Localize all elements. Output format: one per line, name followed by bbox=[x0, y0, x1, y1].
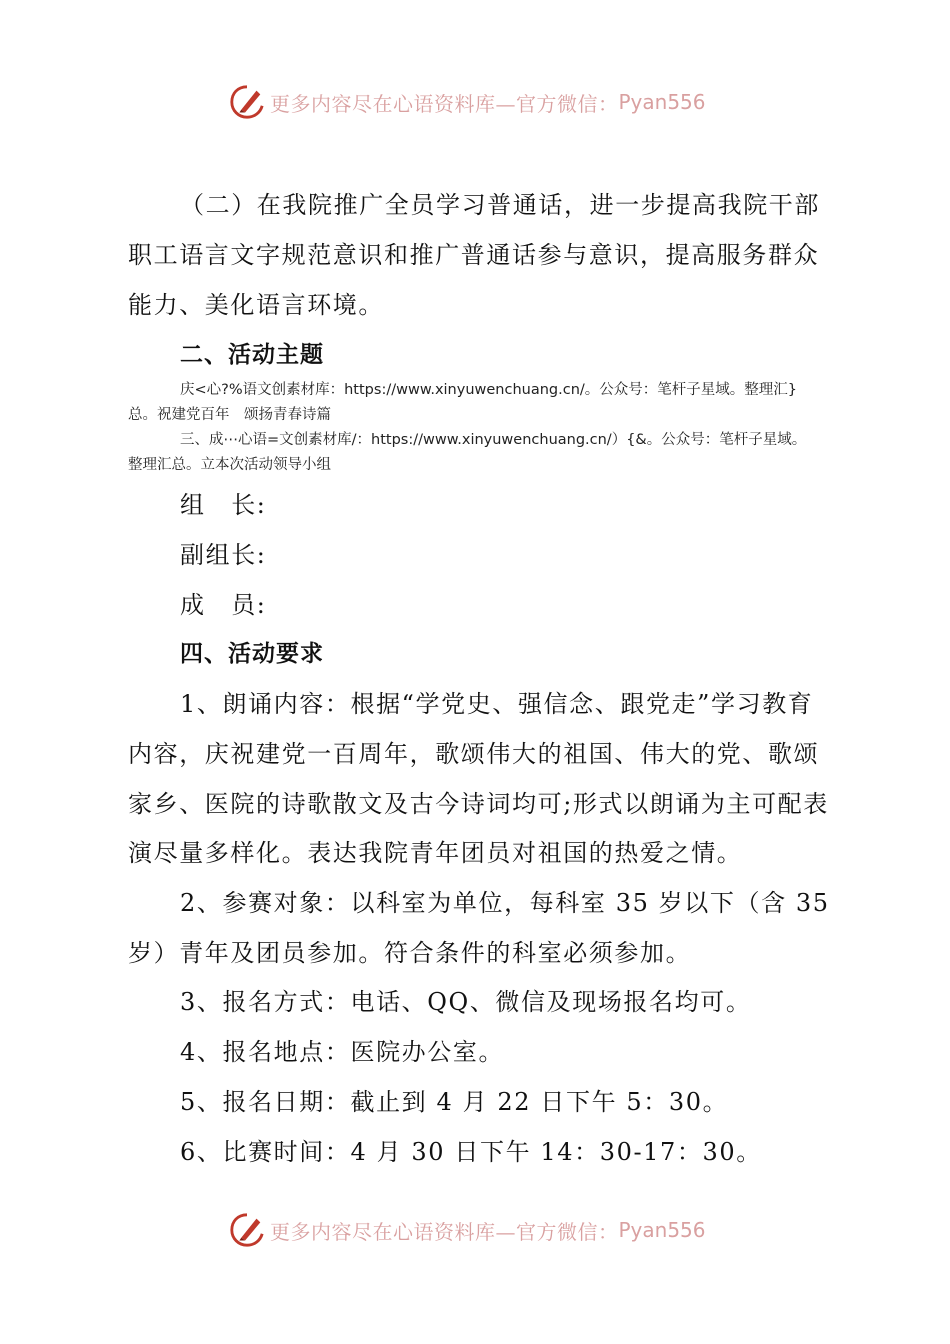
requirement-line: 3、报名方式：电话、QQ、微信及现场报名均可。 bbox=[180, 988, 752, 1016]
requirement-line: 1、朗诵内容：根据“学党史、强信念、跟党走”学习教育 bbox=[180, 690, 814, 718]
watermark-wechat-id: Pyan556 bbox=[618, 1218, 706, 1242]
goal-paragraph-line: 职工语言文字规范意识和推广普通话参与意识，提高服务群众 bbox=[128, 241, 820, 269]
pen-logo-icon bbox=[228, 1211, 266, 1249]
source-note-line: 整理汇总。立本次活动领导小组 bbox=[128, 457, 331, 473]
requirement-line: 岁）青年及团员参加。符合条件的科室必须参加。 bbox=[128, 939, 692, 967]
deputy-leader-label: 副组长: bbox=[180, 541, 267, 569]
requirement-line: 6、比赛时间：4 月 30 日下午 14：30-17：30。 bbox=[180, 1138, 762, 1166]
requirement-line: 5、报名日期：截止到 4 月 22 日下午 5：30。 bbox=[180, 1088, 729, 1116]
goal-paragraph-line: （二）在我院推广全员学习普通话，进一步提高我院干部 bbox=[180, 191, 820, 219]
requirement-line: 2、参赛对象：以科室为单位，每科室 35 岁以下（含 35 bbox=[180, 889, 830, 917]
header-watermark bbox=[228, 80, 748, 124]
source-note-line: 庆<心?%语文创素材库：https://www.xinyuwenchuang.cn/。公众号：笔杆子星域。整理汇} bbox=[180, 382, 798, 398]
watermark-wechat-id: Pyan556 bbox=[618, 90, 706, 114]
watermark-text: 更多内容尽在心语资料库—官方微信： bbox=[270, 91, 619, 116]
section-heading-theme: 二、活动主题 bbox=[180, 342, 324, 368]
source-note-line: 总。祝建党百年 颂扬青春诗篇 bbox=[128, 407, 331, 423]
footer-watermark bbox=[228, 1208, 748, 1252]
requirement-line: 演尽量多样化。表达我院青年团员对祖国的热爱之情。 bbox=[128, 839, 743, 867]
requirement-line: 内容，庆祝建党一百周年，歌颂伟大的祖国、伟大的党、歌颂 bbox=[128, 740, 820, 768]
requirement-line: 4、报名地点：医院办公室。 bbox=[180, 1038, 505, 1066]
section-heading-requirements: 四、活动要求 bbox=[180, 641, 324, 667]
pen-logo-icon bbox=[228, 83, 266, 121]
members-label: 成 员: bbox=[180, 591, 267, 619]
goal-paragraph-line: 能力、美化语言环境。 bbox=[128, 291, 384, 319]
requirement-line: 家乡、医院的诗歌散文及古今诗词均可;形式以朗诵为主可配表 bbox=[128, 790, 829, 818]
leader-label: 组 长: bbox=[180, 491, 267, 519]
source-note-line: 三、成⋯心语=文创素材库/：https://www.xinyuwenchuang.cn/）{&。公众号：笔杆子星域。 bbox=[180, 432, 807, 448]
watermark-text: 更多内容尽在心语资料库—官方微信： bbox=[270, 1219, 619, 1244]
